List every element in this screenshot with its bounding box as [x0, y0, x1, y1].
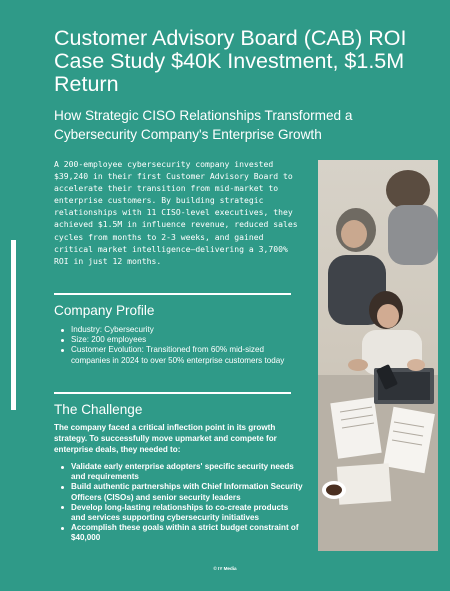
- divider: [54, 293, 291, 295]
- footer-credit: © IY Media: [213, 566, 237, 571]
- team-meeting-photo: [318, 160, 438, 551]
- challenge-intro: The company faced a critical inflection point in its growth strategy. To successfully move upmarket and compete for enterprise deals, they needed to:: [54, 423, 277, 454]
- challenge-list: [54, 462, 304, 544]
- list-item: Accomplish these goals within a strict budget constraint of $40,000: [54, 523, 304, 543]
- list-item: Validate early enterprise adopters' specific security needs and requirements: [54, 462, 304, 482]
- page-title: Customer Advisory Board (CAB) ROI Case Study $40K Investment, $1.5M Return: [54, 26, 407, 96]
- list-item: Size: 200 employees: [54, 335, 286, 345]
- divider: [54, 392, 291, 394]
- company-profile-list: [54, 325, 286, 366]
- list-item: Build authentic partnerships with Chief Information Security Officers (CISOs) and senior security leaders: [54, 482, 304, 502]
- list-item: Customer Evolution: Transitioned from 60% mid-sized companies in 2024 to over 50% enterprise customers today: [54, 345, 286, 365]
- accent-bar: [11, 240, 16, 410]
- challenge-heading: The Challenge: [54, 402, 143, 417]
- intro-paragraph: A 200-employee cybersecurity company invested $39,240 in their first Customer Advisory Board to accelerate their transition from mid-market to enterprise customers. By building strategic relationships with 11 CISO-level executives, they achieved $1.5M in influence revenue, reduced sales cycles from months to 2-3 weeks, and gained critical market intelligence—delivering a 3,700% ROI in just 12 months.: [54, 159, 298, 266]
- list-item: Develop long-lasting relationships to co-create products and services supporting cybersecurity initiatives: [54, 503, 304, 523]
- page-subtitle: How Strategic CISO Relationships Transformed a Cybersecurity Company's Enterprise Growth: [54, 108, 353, 142]
- company-profile-heading: Company Profile: [54, 303, 155, 318]
- list-item: Industry: Cybersecurity: [54, 325, 286, 335]
